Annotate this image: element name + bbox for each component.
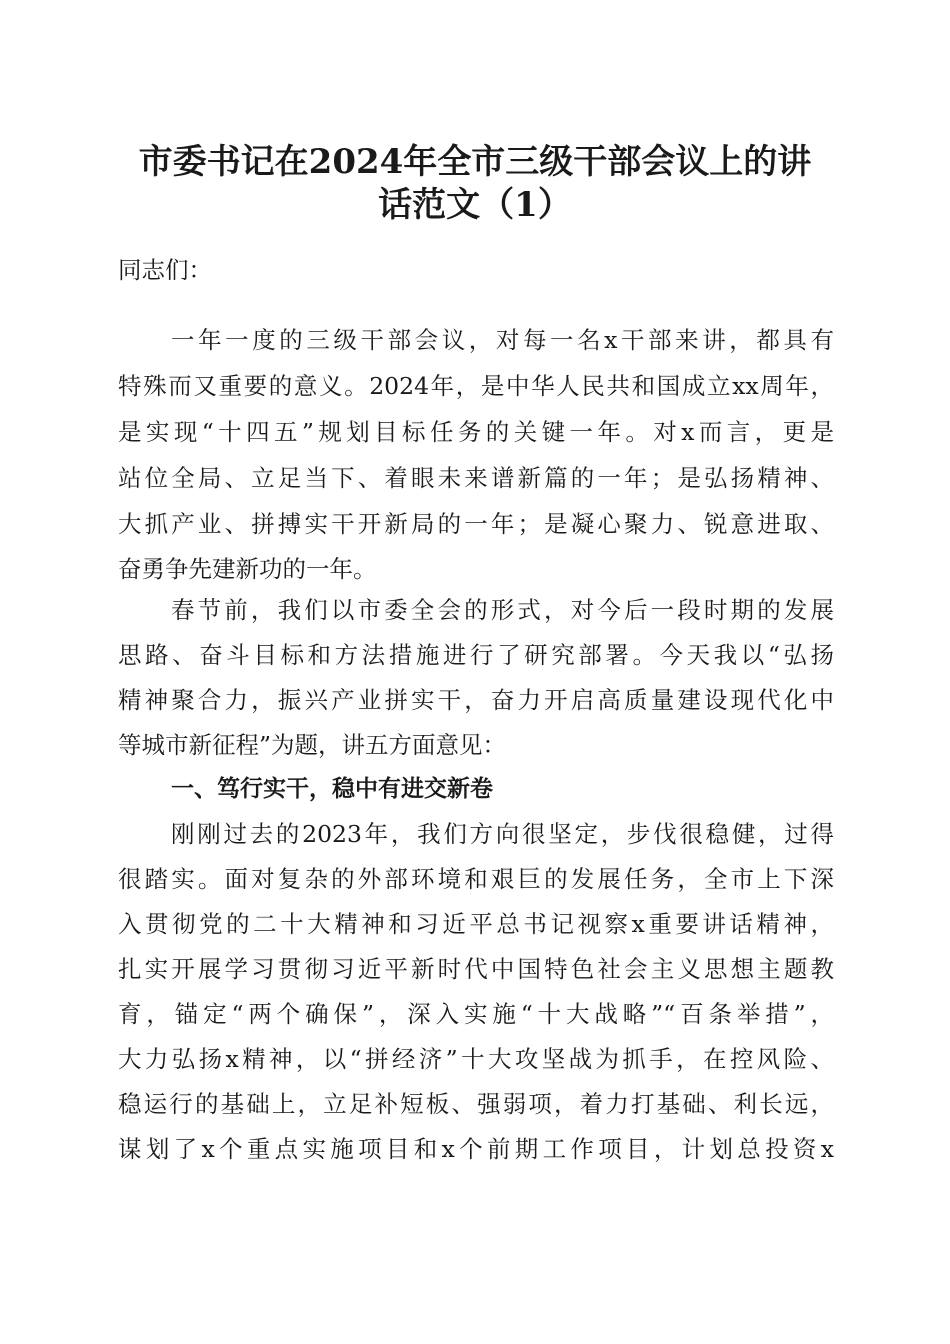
document-title-line-1: 市委书记在2024年全市三级干部会议上的讲 — [138, 142, 812, 182]
paragraph-2-line: 春节前，我们以市委全会的形式，对今后一段时期的发展 — [171, 596, 834, 624]
paragraph-3-line: 刚刚过去的2023年，我们方向很坚定，步伐很稳健，过得 — [171, 820, 834, 848]
paragraph-1-line: 是实现“十四五”规划目标任务的关键一年。对x而言，更是 — [118, 418, 834, 446]
paragraph-2-line: 思路、奋斗目标和方法措施进行了研究部署。今天我以“弘扬 — [118, 641, 834, 669]
document-title-line-2: 话范文（1） — [378, 185, 572, 225]
paragraph-3-line: 入贯彻党的二十大精神和习近平总书记视察x重要讲话精神， — [118, 910, 834, 938]
paragraph-1-line: 一年一度的三级干部会议，对每一名x干部来讲，都具有 — [171, 326, 834, 354]
paragraph-3-line: 扎实开展学习贯彻习近平新时代中国特色社会主义思想主题教 — [118, 955, 834, 983]
paragraph-3-line: 大力弘扬x精神，以“拼经济”十大攻坚战为抓手，在控风险、 — [118, 1045, 834, 1073]
paragraph-3-line: 稳运行的基础上，立足补短板、强弱项，着力打基础、利长远， — [118, 1090, 834, 1118]
paragraph-1-line: 大抓产业、拼搏实干开新局的一年；是凝心聚力、锐意进取、 — [118, 510, 834, 538]
paragraph-3-line: 很踏实。面对复杂的外部环境和艰巨的发展任务，全市上下深 — [118, 865, 834, 893]
paragraph-3-line: 育，锚定“两个确保”，深入实施“十大战略”“百条举措”， — [118, 1000, 834, 1028]
paragraph-1-line: 特殊而又重要的意义。2024年，是中华人民共和国成立xx周年， — [118, 372, 834, 400]
salutation: 同志们： — [118, 256, 212, 284]
paragraph-2-line: 精神聚合力，振兴产业拼实干，奋力开启高质量建设现代化中 — [118, 686, 834, 714]
paragraph-3-line: 谋划了x个重点实施项目和x个前期工作项目，计划总投资x — [118, 1135, 834, 1163]
section-1-heading: 一、笃行实干，稳中有进交新卷 — [171, 776, 493, 802]
paragraph-1-line: 奋勇争先建新功的一年。 — [118, 555, 377, 583]
paragraph-1-line: 站位全局、立足当下、着眼未来谱新篇的一年；是弘扬精神、 — [118, 464, 834, 492]
paragraph-2-line: 等城市新征程”为题，讲五方面意见： — [118, 731, 507, 759]
